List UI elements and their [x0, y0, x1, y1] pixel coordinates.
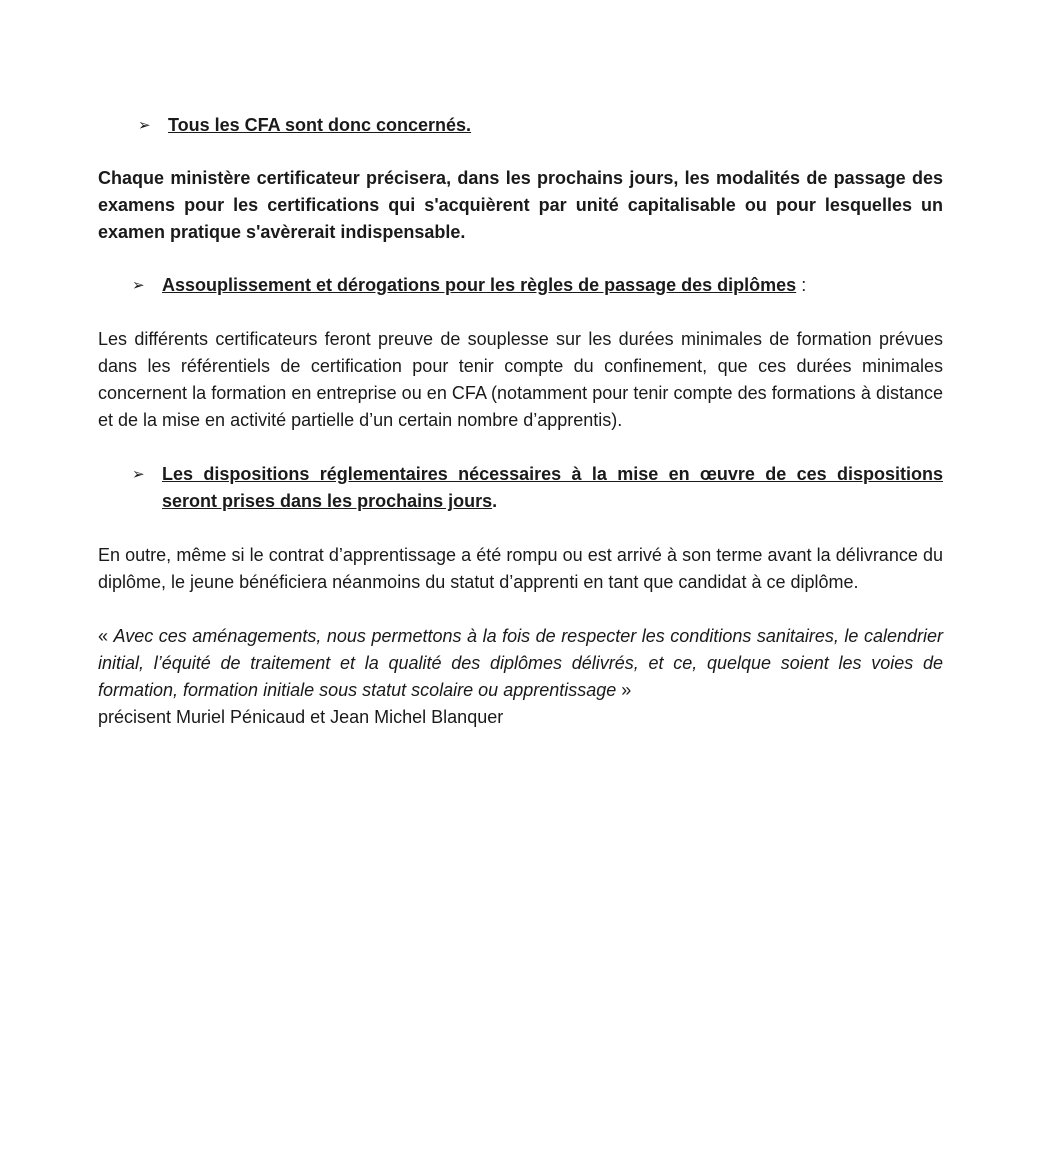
quote-text: Avec ces aménagements, nous permettons à la fois de respecter les conditions sanitaires, le calendrier initial, l’équité de traitement et la qualité des diplômes délivrés, et ce, quelque soient les voies de formation, formation initiale sous statut scolaire ou apprentissage: [98, 626, 943, 700]
bullet-heading: Les dispositions réglementaires nécessaires à la mise en œuvre de ces dispositions seront prises dans les prochains jours: [162, 464, 943, 511]
bullet-cfa-concernes: [138, 112, 943, 139]
paragraph-ministere: Chaque ministère certificateur précisera, dans les prochains jours, les modalités de passage des examens pour les certifications qui s'acquièrent par unité capitalisable ou pour lesquelles un examen pratique s'avèrerait indispensable.: [98, 168, 943, 242]
quote-attribution: précisent Muriel Pénicaud et Jean Michel Blanquer: [98, 707, 504, 727]
bullet-suffix: .: [492, 491, 498, 511]
bullet-assouplissement: [132, 272, 943, 299]
bullet-text: [162, 461, 943, 515]
bullet-dispositions: [132, 461, 943, 515]
bullet-suffix: :: [796, 275, 807, 295]
arrow-bullet-icon: ➢: [132, 277, 145, 294]
arrow-bullet-icon: ➢: [132, 466, 145, 483]
quote-close-mark: »: [616, 680, 632, 700]
bullet-heading: Assouplissement et dérogations pour les règles de passage des diplômes: [162, 275, 797, 295]
arrow-bullet-icon: ➢: [138, 117, 151, 134]
bullet-text: [168, 112, 943, 139]
bullet-text: [162, 272, 943, 299]
document-page: [98, 112, 943, 731]
quote-paragraph: [98, 623, 943, 731]
paragraph-certificateurs: Les différents certificateurs feront preuve de souplesse sur les durées minimales de formation prévues dans les référentiels de certification pour tenir compte du confinement, que ces durées minimales concernent la formation en entreprise ou en CFA (notamment pour tenir compte des formations à distance et de la mise en activité partielle d’un certain nombre d’apprentis).: [98, 329, 943, 430]
bullet-heading: Tous les CFA sont donc concernés.: [168, 115, 472, 135]
paragraph-en-outre: En outre, même si le contrat d’apprentissage a été rompu ou est arrivé à son terme avant la délivrance du diplôme, le jeune bénéficiera néanmoins du statut d’apprenti en tant que candidat à ce diplôme.: [98, 545, 943, 592]
quote-open-mark: «: [98, 626, 114, 646]
